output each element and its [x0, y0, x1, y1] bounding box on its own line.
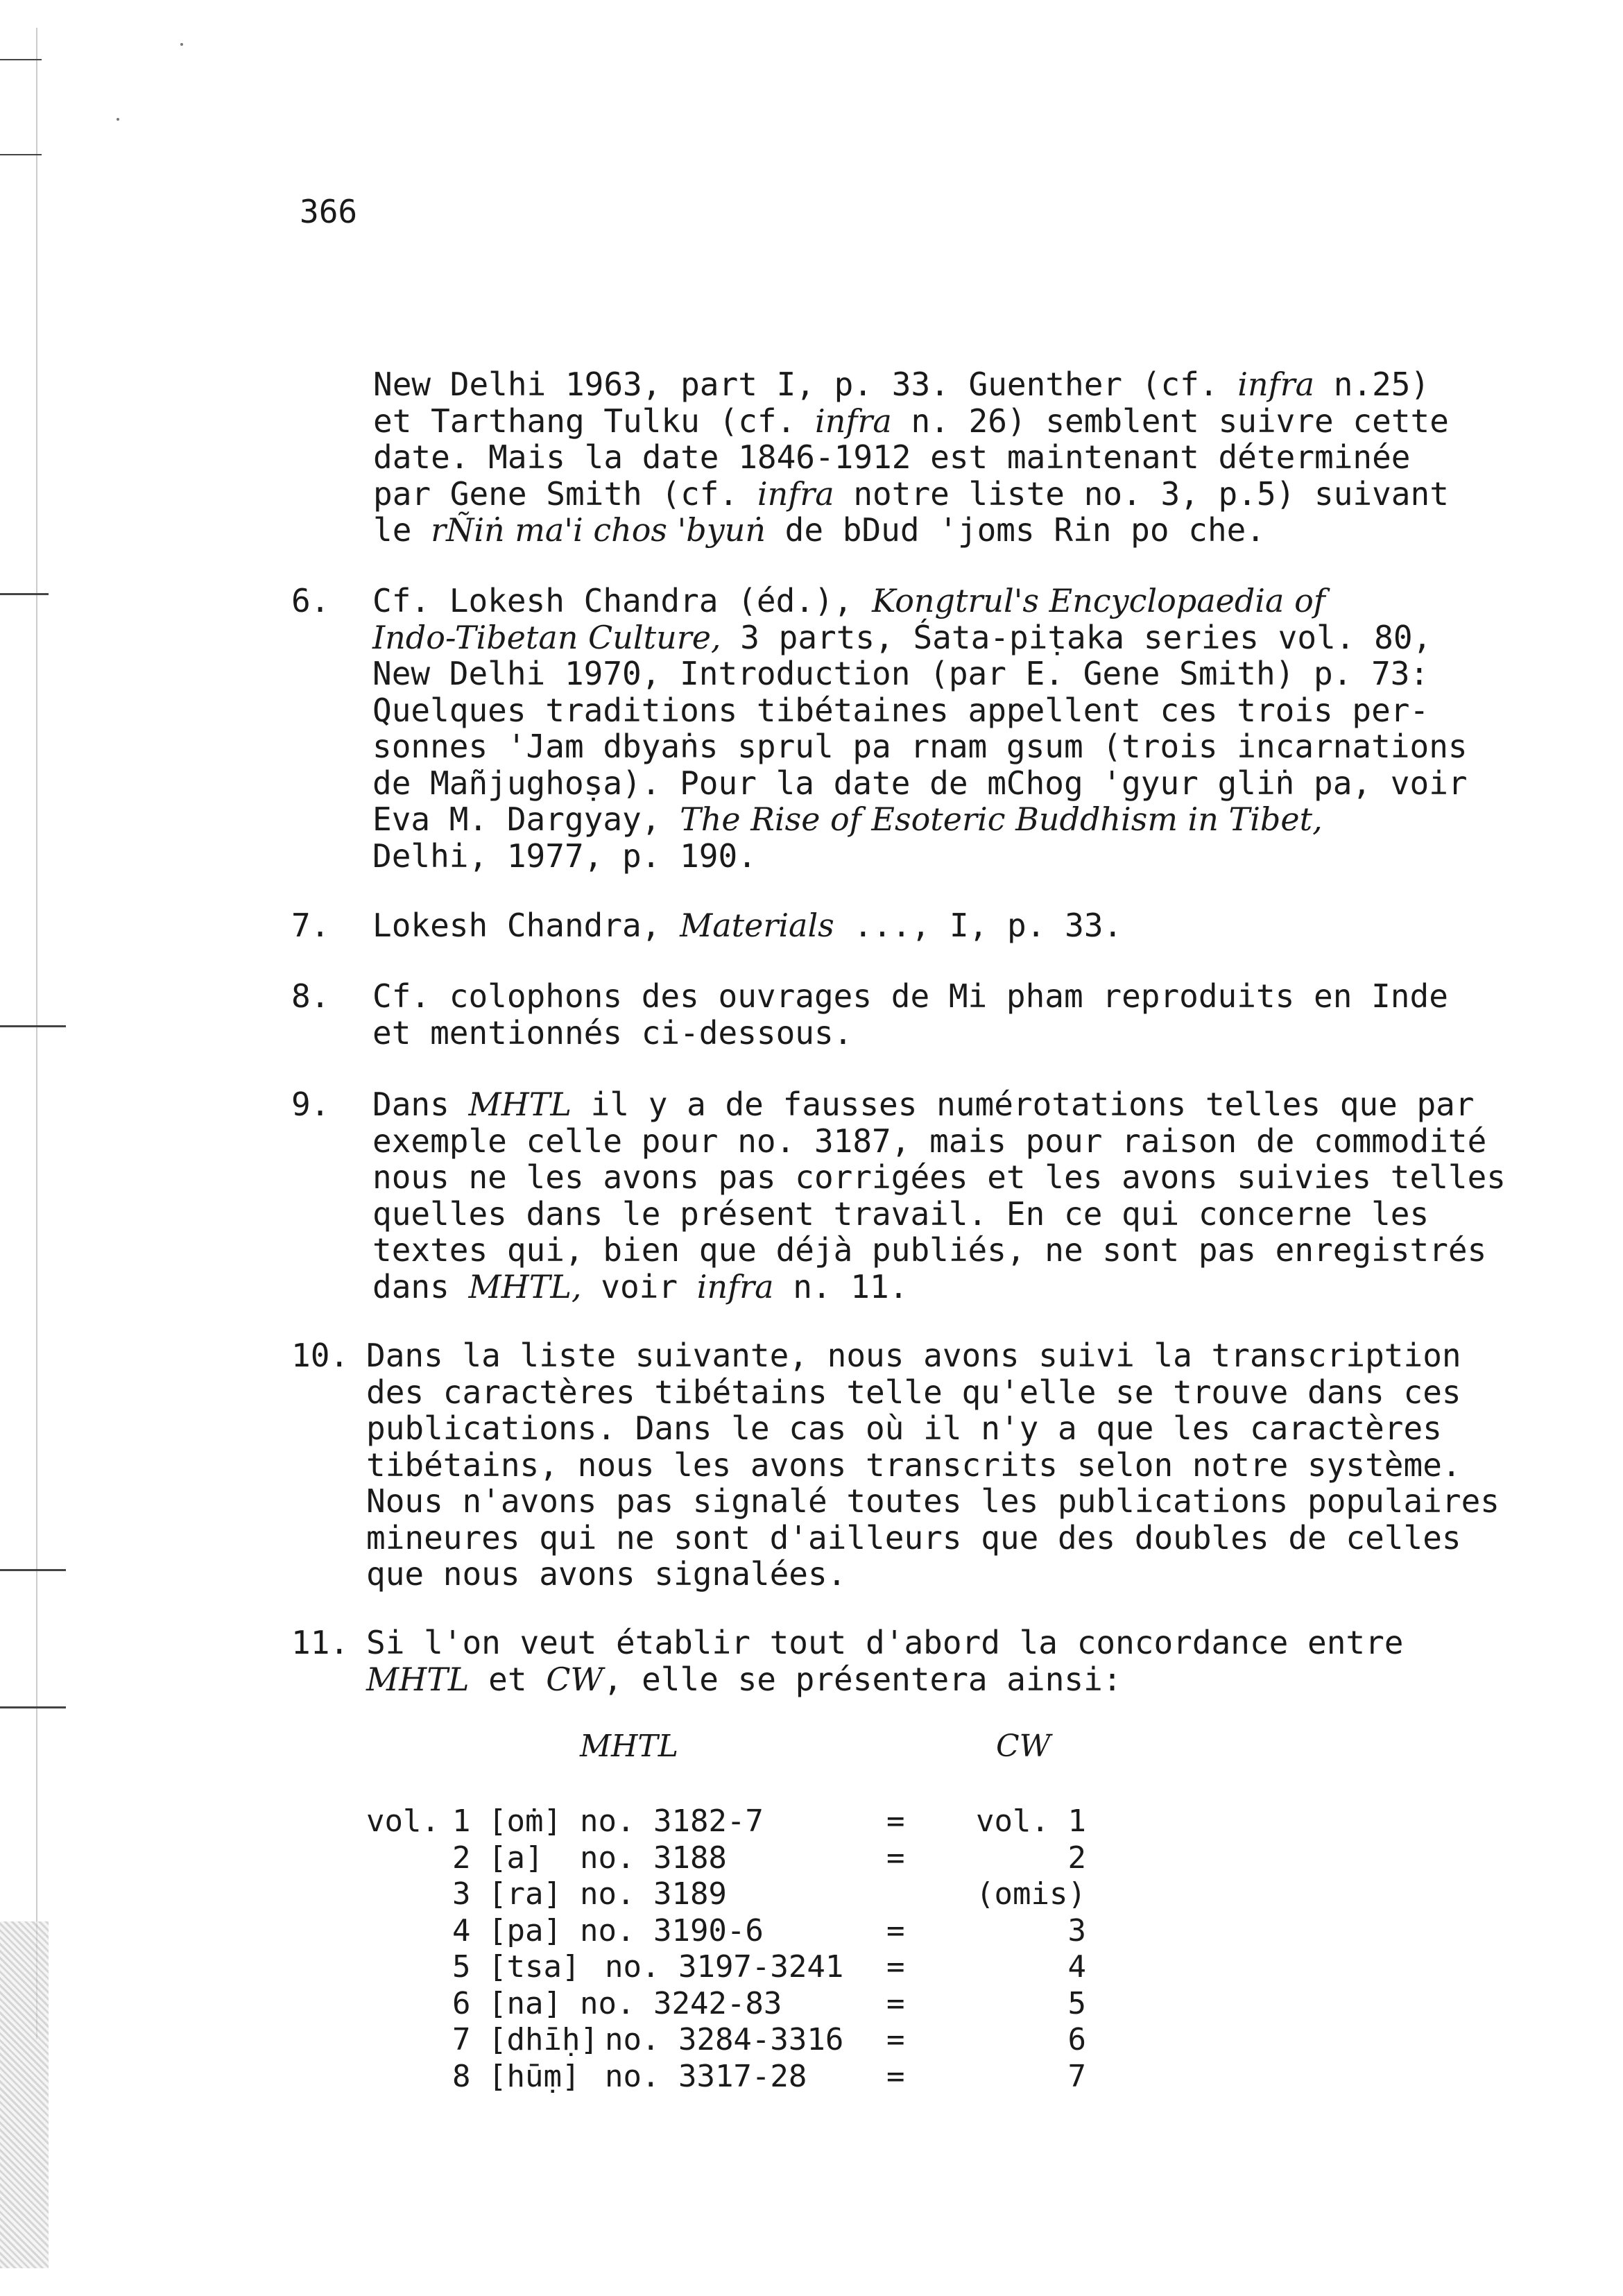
equals-sign: = — [886, 1804, 905, 1839]
note-body — [372, 978, 1457, 1051]
italic-title: infra — [757, 474, 834, 513]
scan-noise — [0, 1921, 49, 2268]
text-line: nous ne les avons pas corrigées et les avons suivies telles — [372, 1158, 1506, 1196]
tibetan-syllable: [dhīḥ] — [488, 2022, 599, 2057]
text-line: et Tarthang Tulku (cf. infra n. 26) semblent suivre cette — [373, 402, 1449, 440]
cw-volume: 5 — [1067, 1985, 1086, 2021]
catalog-numbers: no. 3188 — [580, 1840, 727, 1876]
catalog-numbers: no. 3242-83 — [580, 1985, 782, 2021]
text-line: Cf. colophons des ouvrages de Mi pham reproduits en Inde — [372, 977, 1448, 1015]
italic-title: Indo-Tibetan Culture, — [372, 618, 721, 656]
catalog-numbers: no. 3182-7 — [580, 1804, 764, 1839]
equals-sign: = — [886, 1912, 905, 1948]
vol-number: 1 — [452, 1804, 471, 1839]
italic-title: infra — [814, 402, 892, 440]
cw-volume: 7 — [1067, 2058, 1086, 2094]
text-line: textes qui, bien que déjà publiés, ne sont pas enregistrés — [372, 1231, 1487, 1269]
note-body — [366, 1625, 1457, 1697]
speck — [117, 118, 119, 121]
note-number: 7. — [291, 907, 330, 944]
note-9 — [291, 1086, 1506, 1305]
text-line: date. Mais la date 1846-1912 est maintenant déterminée — [373, 438, 1411, 476]
cw-volume: 2 — [1067, 1840, 1086, 1876]
text-line: que nous avons signalées. — [366, 1555, 847, 1593]
note-body — [372, 582, 1468, 875]
cw-volume: 6 — [1067, 2022, 1086, 2057]
text-line: par Gene Smith (cf. infra notre liste no. 3, p.5) suivant — [373, 474, 1449, 513]
text-line: sonnes 'Jam dbyaṅs sprul pa rnam gsum (trois incarnations — [372, 728, 1468, 765]
text-line: Si l'on veut établir tout d'abord la concordance entre — [366, 1624, 1404, 1661]
cw-volume: 4 — [1067, 1949, 1086, 1985]
note-body — [372, 907, 1457, 944]
vol-number: 3 — [452, 1876, 471, 1912]
page-number: 366 — [300, 193, 358, 230]
margin-tick — [0, 1569, 66, 1571]
tibetan-syllable: [tsa] — [488, 1949, 581, 1985]
note-number: 11. — [291, 1624, 350, 1661]
italic-title: rÑiṅ ma'i chos 'byuṅ — [431, 511, 766, 549]
cw-volume: vol. 1 — [976, 1804, 1086, 1839]
equals-sign: = — [886, 2022, 905, 2057]
margin-tick — [0, 1025, 66, 1027]
margin-tick — [0, 1706, 66, 1708]
text-line: Dans MHTL il y a de fausses numérotations telles que par — [372, 1086, 1475, 1123]
margin-tick — [0, 154, 42, 155]
note-number: 8. — [291, 977, 330, 1015]
text-line: le rÑiṅ ma'i chos 'byuṅ de bDud 'joms Rin po che. — [373, 511, 1266, 549]
catalog-numbers: no. 3190-6 — [580, 1912, 764, 1948]
text-line: de Mañjughoṣa). Pour la date de mChog 'gyur gliṅ pa, voir — [372, 764, 1468, 802]
text-line: Dans la liste suivante, nous avons suivi la transcription — [366, 1337, 1461, 1374]
italic-title: infra — [1237, 366, 1315, 403]
speck — [180, 43, 183, 46]
tibetan-syllable: [na] — [488, 1985, 562, 2021]
tibetan-syllable: [pa] — [488, 1912, 562, 1948]
note-number: 10. — [291, 1337, 350, 1374]
note-6 — [291, 582, 1468, 875]
text-line: et mentionnés ci-dessous. — [372, 1013, 853, 1052]
note-8 — [291, 978, 1457, 1051]
vol-number: 6 — [452, 1985, 471, 2021]
text-line: dans MHTL, voir infra n. 11. — [372, 1267, 909, 1305]
text-line: New Delhi 1970, Introduction (par E. Gene Smith) p. 73: — [372, 655, 1429, 692]
text-line: quelles dans le présent travail. En ce qui concerne les — [372, 1194, 1429, 1233]
cw-volume: (omis) — [976, 1876, 1086, 1912]
text-line: des caractères tibétains telle qu'elle se trouve dans ces — [366, 1373, 1461, 1411]
concordance-header-mhtl: MHTL — [580, 1729, 678, 1764]
equals-sign: = — [886, 1985, 905, 2021]
text-line: Indo-Tibetan Culture, 3 parts, Śata-piṭaka series vol. 80, — [372, 618, 1432, 656]
note-10 — [291, 1337, 1500, 1593]
italic-title: The Rise of Esoteric Buddhism in Tibet, — [680, 800, 1323, 838]
text-line: Eva M. Dargyay, The Rise of Esoteric Buddhism in Tibet, — [372, 800, 1323, 838]
cw-volume: 3 — [1067, 1912, 1086, 1948]
catalog-numbers: no. 3284-3316 — [605, 2022, 844, 2057]
tibetan-syllable: [ra] — [488, 1876, 562, 1912]
margin-rule — [36, 28, 37, 2039]
text-line: MHTL et CW, elle se présentera ainsi: — [366, 1660, 1122, 1698]
text-line: publications. Dans le cas où il n'y a que les caractères — [366, 1410, 1442, 1447]
italic-title: MHTL — [366, 1660, 470, 1698]
text-line: mineures qui ne sont d'ailleurs que des doubles de celles — [366, 1518, 1461, 1557]
equals-sign: = — [886, 2058, 905, 2094]
vol-number: 5 — [452, 1949, 471, 1985]
italic-title: CW — [546, 1660, 603, 1698]
tibetan-syllable: [hūṃ] — [488, 2058, 581, 2094]
margin-tick — [0, 59, 42, 60]
tibetan-syllable: [a] — [488, 1840, 544, 1876]
note-7 — [291, 907, 1457, 944]
note-body — [366, 1337, 1500, 1593]
note-number: 9. — [291, 1086, 330, 1123]
text-line: Cf. Lokesh Chandra (éd.), Kongtrul's Encyclopaedia of — [372, 582, 1325, 619]
vol-number: 2 — [452, 1840, 471, 1876]
italic-title: MHTL, — [468, 1267, 582, 1305]
text-line: tibétains, nous les avons transcrits selon notre système. — [366, 1446, 1461, 1484]
vol-number: 8 — [452, 2058, 471, 2094]
note-number: 6. — [291, 582, 330, 619]
italic-title: MHTL — [468, 1086, 572, 1123]
text-line: exemple celle pour no. 3187, mais pour raison de commodité — [372, 1122, 1487, 1160]
catalog-numbers: no. 3317-28 — [605, 2058, 807, 2094]
text-line: Quelques traditions tibétaines appellent ces trois per- — [372, 691, 1429, 729]
vol-prefix: vol. — [366, 1804, 440, 1839]
catalog-numbers: no. 3189 — [580, 1876, 727, 1912]
text-line: Delhi, 1977, p. 190. — [372, 837, 757, 875]
note-body — [373, 366, 1457, 549]
vol-number: 4 — [452, 1912, 471, 1948]
catalog-numbers: no. 3197-3241 — [605, 1949, 844, 1985]
equals-sign: = — [886, 1840, 905, 1876]
equals-sign: = — [886, 1949, 905, 1985]
italic-title: infra — [696, 1267, 774, 1305]
text-line: Lokesh Chandra, Materials ..., I, p. 33. — [372, 907, 1123, 944]
text-line: New Delhi 1963, part I, p. 33. Guenther (cf. infra n.25) — [373, 366, 1430, 403]
tibetan-syllable: [oṁ] — [488, 1804, 562, 1839]
text-line: Nous n'avons pas signalé toutes les publications populaires — [366, 1482, 1500, 1520]
italic-title: Kongtrul's Encyclopaedia of — [872, 582, 1325, 619]
margin-tick — [0, 593, 49, 595]
note-body — [372, 1086, 1506, 1305]
concordance-header-cw: CW — [996, 1729, 1051, 1764]
note-11 — [291, 1625, 1457, 1697]
vol-number: 7 — [452, 2022, 471, 2057]
note-continuation — [291, 366, 1457, 549]
italic-title: Materials — [680, 907, 834, 944]
